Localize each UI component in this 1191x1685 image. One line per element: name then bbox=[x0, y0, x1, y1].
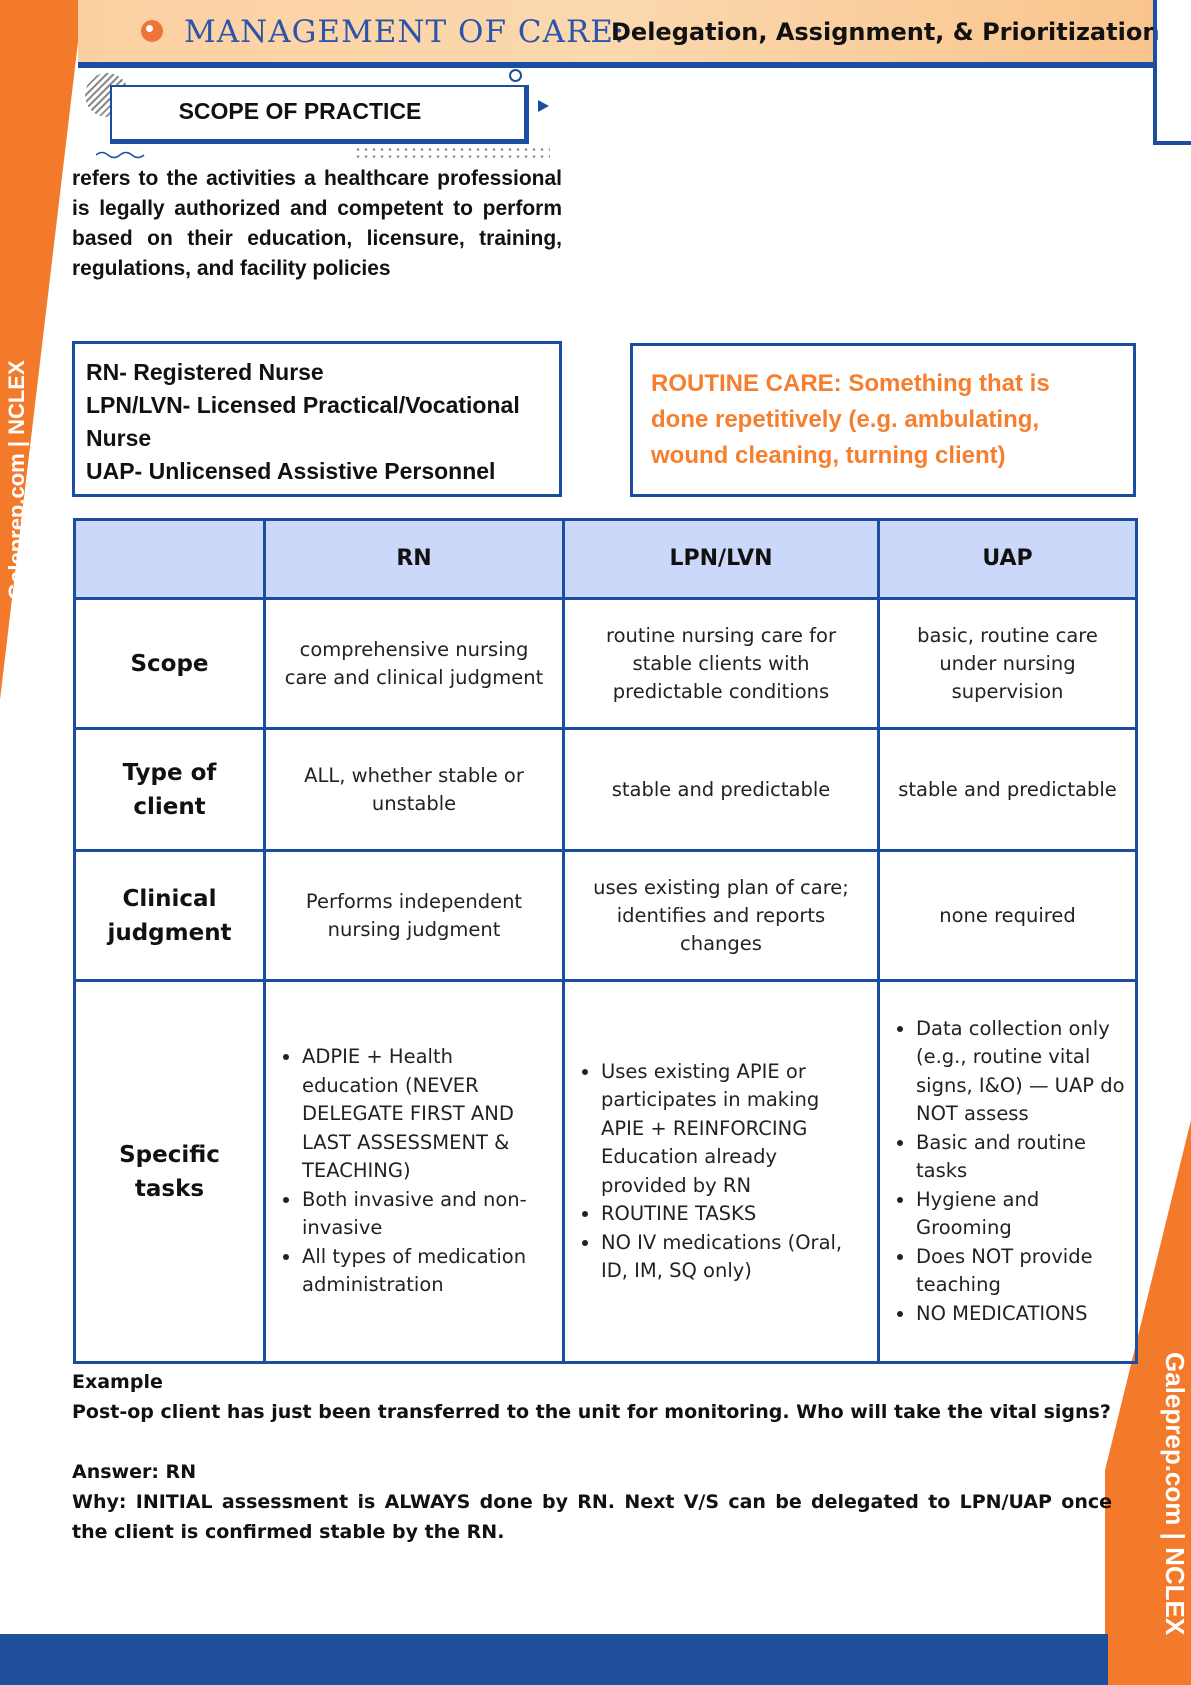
abbreviation-rn: RN- Registered Nurse bbox=[86, 359, 324, 385]
page-title: MANAGEMENT OF CARE: bbox=[184, 14, 626, 50]
list-item: • Uses existing APIE or participates in making APIE + REINFORCING Education already provided by RN bbox=[601, 1058, 867, 1201]
cell-judgment-rn: Performs independent nursing judgment bbox=[265, 851, 564, 981]
table-row-scope bbox=[75, 599, 1137, 729]
left-side-label: Galeprep.com | NCLEX bbox=[4, 360, 29, 600]
circle-decoration-icon bbox=[509, 69, 522, 82]
list-item: • ROUTINE TASKS bbox=[601, 1200, 867, 1229]
list-item: • All types of medication administration bbox=[302, 1243, 552, 1300]
cell-judgment-lpn: uses existing plan of care; identifies and reports changes bbox=[564, 851, 879, 981]
example-label: Example bbox=[72, 1371, 163, 1393]
cell-tasks-lpn bbox=[564, 981, 879, 1363]
column-header-lpn: LPN/LVN bbox=[564, 520, 879, 599]
table-row-tasks bbox=[75, 981, 1137, 1363]
abbreviation-box bbox=[72, 341, 562, 497]
task-list-rn bbox=[276, 1043, 552, 1300]
wave-decoration-icon bbox=[96, 150, 146, 160]
task-list-lpn bbox=[575, 1058, 867, 1286]
page-subtitle: Delegation, Assignment, & Prioritization bbox=[611, 18, 1160, 46]
row-label-scope: Scope bbox=[75, 599, 265, 729]
list-item: • Both invasive and non-invasive bbox=[302, 1186, 552, 1243]
list-item: • Does NOT provide teaching bbox=[916, 1243, 1125, 1300]
example-explanation: Why: INITIAL assessment is ALWAYS done by RN. Next V/S can be delegated to LPN/UAP once the client is confirmed stable by the RN. bbox=[72, 1491, 1112, 1543]
column-header-blank bbox=[75, 520, 265, 599]
row-label-client: Type of client bbox=[75, 729, 265, 851]
cell-judgment-uap: none required bbox=[879, 851, 1137, 981]
cell-scope-uap: basic, routine care under nursing supervision bbox=[879, 599, 1137, 729]
bird-logo-icon bbox=[141, 20, 163, 42]
table-row-judgment bbox=[75, 851, 1137, 981]
cell-scope-rn: comprehensive nursing care and clinical judgment bbox=[265, 599, 564, 729]
dots-decoration-icon bbox=[354, 146, 550, 160]
cell-scope-lpn: routine nursing care for stable clients with predictable conditions bbox=[564, 599, 879, 729]
list-item: • Basic and routine tasks bbox=[916, 1129, 1125, 1186]
list-item: • Data collection only (e.g., routine vital signs, I&O) — UAP do NOT assess bbox=[916, 1015, 1125, 1129]
abbreviation-uap: UAP- Unlicensed Assistive Personnel bbox=[86, 458, 496, 484]
cell-client-rn: ALL, whether stable or unstable bbox=[265, 729, 564, 851]
routine-care-text: ROUTINE CARE: Something that is done repetitively (e.g. ambulating, wound cleaning, turning client) bbox=[651, 370, 1050, 469]
corner-frame bbox=[1153, 0, 1191, 145]
table-row-client bbox=[75, 729, 1137, 851]
list-item: • NO IV medications (Oral, ID, IM, SQ only) bbox=[601, 1229, 867, 1286]
scope-title: SCOPE OF PRACTICE bbox=[178, 98, 422, 124]
footer-bar bbox=[0, 1634, 1108, 1685]
task-list-uap bbox=[890, 1015, 1125, 1329]
row-label-tasks: Specific tasks bbox=[75, 981, 265, 1363]
right-side-label: Galeprep.com | NCLEX bbox=[1160, 1352, 1190, 1636]
scope-comparison-table bbox=[73, 518, 1138, 1364]
list-item: • ADPIE + Health education (NEVER DELEGATE FIRST AND LAST ASSESSMENT & TEACHING) bbox=[302, 1043, 552, 1186]
list-item: • NO MEDICATIONS bbox=[916, 1300, 1125, 1329]
cell-tasks-rn bbox=[265, 981, 564, 1363]
list-item: • Hygiene and Grooming bbox=[916, 1186, 1125, 1243]
abbreviation-lpn: LPN/LVN- Licensed Practical/Vocational Nurse bbox=[86, 392, 520, 451]
cell-client-uap: stable and predictable bbox=[879, 729, 1137, 851]
row-label-judgment: Clinical judgment bbox=[75, 851, 265, 981]
table-header-row bbox=[75, 520, 1137, 599]
cell-tasks-uap bbox=[879, 981, 1137, 1363]
column-header-uap: UAP bbox=[879, 520, 1137, 599]
column-header-rn: RN bbox=[265, 520, 564, 599]
cell-client-lpn: stable and predictable bbox=[564, 729, 879, 851]
example-section bbox=[72, 1367, 1112, 1547]
example-question: Post-op client has just been transferred to the unit for monitoring. Who will take the vital signs? bbox=[72, 1401, 1111, 1423]
example-answer: Answer: RN bbox=[72, 1461, 197, 1483]
triangle-decoration-icon bbox=[538, 100, 549, 112]
scope-definition: refers to the activities a healthcare professional is legally authorized and competent to perform based on their education, licensure, training, regulations, and facility policies bbox=[72, 167, 562, 280]
